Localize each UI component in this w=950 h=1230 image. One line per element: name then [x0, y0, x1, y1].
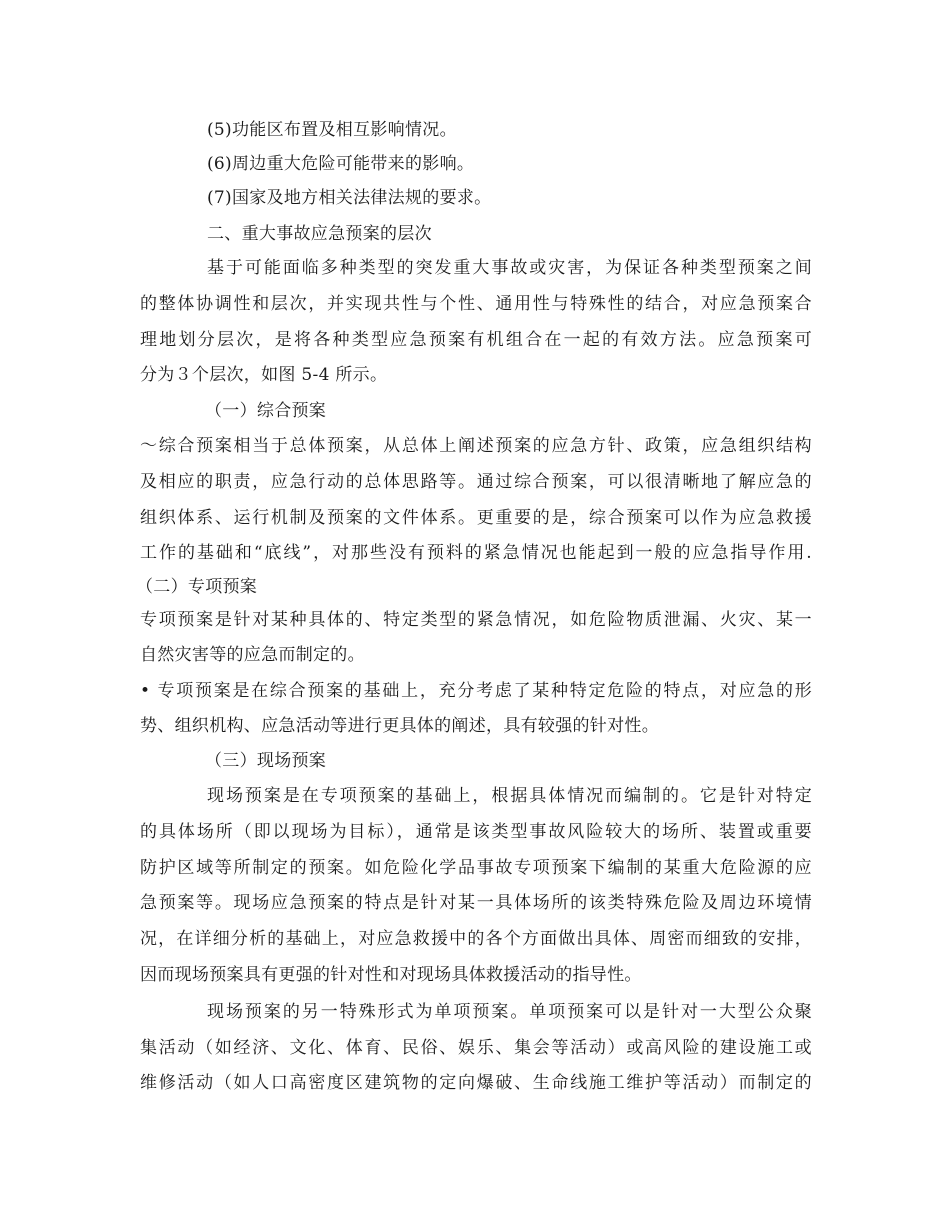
bullet-line: • 专项预案是在综合预案的基础上，充分考虑了某种特定危险的特点，对应急的形	[140, 681, 812, 701]
subsection-heading: （一）综合预案	[205, 401, 327, 421]
paragraph-line: 组织体系、运行机制及预案的文件体系。更重要的是，综合预案可以作为应急救援	[140, 508, 812, 528]
paragraph-line: 况，在详细分析的基础上，对应急救援中的各个方面做出具体、周密而细致的安排，	[140, 929, 812, 949]
paragraph-line: 防护区域等所制定的预案。如危险化学品事故专项预案下编制的某重大危险源的应	[140, 858, 812, 878]
paragraph-line: 的整体协调性和层次，并实现共性与个性、通用性与特殊性的结合，对应急预案合	[140, 294, 812, 314]
list-item: (6)周边重大危险可能带来的影响。	[207, 154, 475, 174]
paragraph-line: 现场预案是在专项预案的基础上，根据具体情况而编制的。它是针对特定	[207, 786, 812, 806]
paragraph-line: 分为３个层次，如图 5-4 所示。	[140, 365, 388, 385]
paragraph-line: 集活动（如经济、文化、体育、民俗、娱乐、集会等活动）或高风险的建设施工或	[140, 1038, 812, 1058]
paragraph-line: 工作的基础和“底线”，对那些没有预料的紧急情况也能起到一般的应急指导作用.	[140, 543, 812, 563]
paragraph-line: 基于可能面临多种类型的突发重大事故或灾害，为保证各种类型预案之间	[207, 258, 812, 278]
paragraph-line: 势、组织机构、应急活动等进行更具体的阐述，具有较强的针对性。	[140, 716, 659, 736]
section-heading: 二、重大事故应急预案的层次	[207, 224, 432, 244]
list-item: (5)功能区布置及相互影响情况。	[207, 120, 457, 140]
paragraph-line: 及相应的职责，应急行动的总体思路等。通过综合预案，可以很清晰地了解应急的	[140, 472, 812, 492]
paragraph-line: 的具体场所（即以现场为目标），通常是该类型事故风险较大的场所、装置或重要	[140, 822, 812, 842]
list-item: (7)国家及地方相关法律法规的要求。	[207, 188, 492, 208]
paragraph-line: 理地划分层次，是将各种类型应急预案有机组合在一起的有效方法。应急预案可	[140, 330, 812, 350]
paragraph-line: 自然灾害等的应急而制定的。	[140, 645, 365, 665]
paragraph-line: 专项预案是针对某种具体的、特定类型的紧急情况，如危险物质泄漏、火灾、某一	[140, 610, 812, 630]
paragraph-line: 因而现场预案具有更强的针对性和对现场具体救援活动的指导性。	[140, 965, 642, 985]
paragraph-line: 现场预案的另一特殊形式为单项预案。单项预案可以是针对一大型公众聚	[207, 1002, 812, 1022]
paragraph-line: 维修活动（如人口高密度区建筑物的定向爆破、生命线施工维护等活动）而制定的	[140, 1073, 812, 1093]
subsection-heading: （三）现场预案	[205, 751, 327, 771]
paragraph-line: 急预案等。现场应急预案的特点是针对某一具体场所的该类特殊危险及周边环境情	[140, 893, 812, 913]
subsection-heading: （二）专项预案	[136, 577, 258, 597]
paragraph-line: ～综合预案相当于总体预案，从总体上阐述预案的应急方针、政策，应急组织结构	[140, 436, 812, 456]
